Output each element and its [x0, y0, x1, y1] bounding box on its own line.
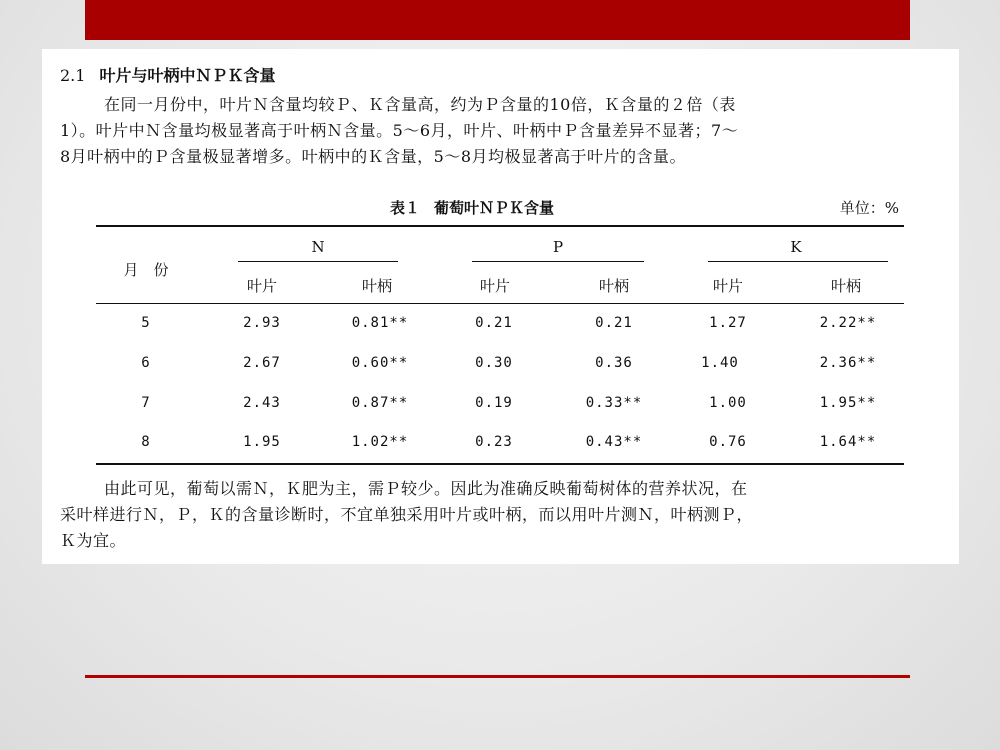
- paragraph-line: 在同一月份中，叶片Ｎ含量均较Ｐ、Ｋ含量高，约为Ｐ含量的10倍，Ｋ含量的２倍（表: [104, 95, 736, 114]
- group-rule-n: [238, 261, 398, 262]
- table-cell: 0.30: [475, 355, 513, 371]
- paragraph-line: Ｋ为宜。: [60, 531, 127, 550]
- group-header-n: N: [311, 238, 325, 256]
- table-cell: 1.02**: [351, 434, 409, 450]
- table-cell: 0.60**: [351, 355, 409, 371]
- month-column-header: 月 份: [123, 261, 169, 279]
- table-unit-label: 单位：%: [839, 199, 899, 217]
- table-top-rule: [96, 225, 904, 227]
- sub-header: 叶柄: [598, 277, 629, 295]
- table-header-rule: [96, 303, 904, 304]
- sub-header: 叶片: [246, 277, 277, 295]
- paragraph-line: 由此可见，葡萄以需Ｎ，Ｋ肥为主，需Ｐ较少。因此为准确反映葡萄树体的营养状况，在: [104, 479, 748, 498]
- table-cell-month: 6: [141, 355, 151, 371]
- table-cell: 1.95**: [819, 395, 877, 411]
- paragraph-line: 1）。叶片中Ｎ含量均极显著高于叶柄Ｎ含量。5～6月，叶片、叶柄中Ｐ含量差异不显著；7～: [60, 121, 739, 140]
- paragraph-intro: [60, 92, 738, 170]
- sub-header: 叶柄: [830, 277, 861, 295]
- table-caption-title: 葡萄叶ＮＰＫ含量: [434, 199, 555, 217]
- paragraph-line: 8月叶柄中的Ｐ含量极显著增多。叶柄中的Ｋ含量，5～8月均极显著高于叶片的含量。: [60, 147, 687, 166]
- table-bottom-rule: [96, 463, 904, 465]
- section-title: 叶片与叶柄中ＮＰＫ含量: [99, 66, 276, 85]
- table-cell: 0.21: [475, 315, 513, 331]
- table-cell: 1.27: [709, 315, 747, 331]
- table-caption: [390, 197, 554, 218]
- table-cell: 2.36**: [819, 355, 877, 371]
- table-cell: 2.22**: [819, 315, 877, 331]
- table-cell: 2.43: [243, 395, 281, 411]
- table-cell: 1.40: [701, 355, 739, 371]
- section-heading: [60, 63, 275, 86]
- sub-header: 叶柄: [361, 277, 392, 295]
- group-rule-k: [708, 261, 888, 262]
- table-cell: 1.00: [709, 395, 747, 411]
- table-cell-month: 7: [141, 395, 151, 411]
- table-cell: 0.19: [475, 395, 513, 411]
- paragraph-line: 采叶样进行Ｎ，Ｐ，Ｋ的含量诊断时，不宜单独采用叶片或叶柄，而以用叶片测Ｎ，叶柄测Ｐ，: [60, 505, 754, 524]
- table-cell-month: 5: [141, 315, 151, 331]
- table-cell: 0.33**: [585, 395, 643, 411]
- sub-header: 叶片: [479, 277, 510, 295]
- table-caption-number: 表１: [390, 199, 421, 217]
- table-cell: 2.67: [243, 355, 281, 371]
- table-cell: 0.21: [595, 315, 633, 331]
- table-cell: 0.76: [709, 434, 747, 450]
- table-cell: 0.43**: [585, 434, 643, 450]
- scanned-document-image: [42, 49, 959, 564]
- table-cell: 1.64**: [819, 434, 877, 450]
- paragraph-conclusion: [60, 476, 753, 554]
- top-accent-bar: [85, 0, 910, 40]
- table-cell: 0.87**: [351, 395, 409, 411]
- group-rule-p: [472, 261, 644, 262]
- table-cell: 0.36: [595, 355, 633, 371]
- group-header-p: P: [552, 238, 564, 256]
- group-header-k: K: [790, 238, 802, 256]
- table-cell: 2.93: [243, 315, 281, 331]
- table-cell: 0.81**: [351, 315, 409, 331]
- table-cell: 0.23: [475, 434, 513, 450]
- bottom-accent-line: [85, 675, 910, 678]
- sub-header: 叶片: [712, 277, 743, 295]
- table-cell-month: 8: [141, 434, 151, 450]
- section-number: 2.1: [60, 66, 86, 85]
- table-cell: 1.95: [243, 434, 281, 450]
